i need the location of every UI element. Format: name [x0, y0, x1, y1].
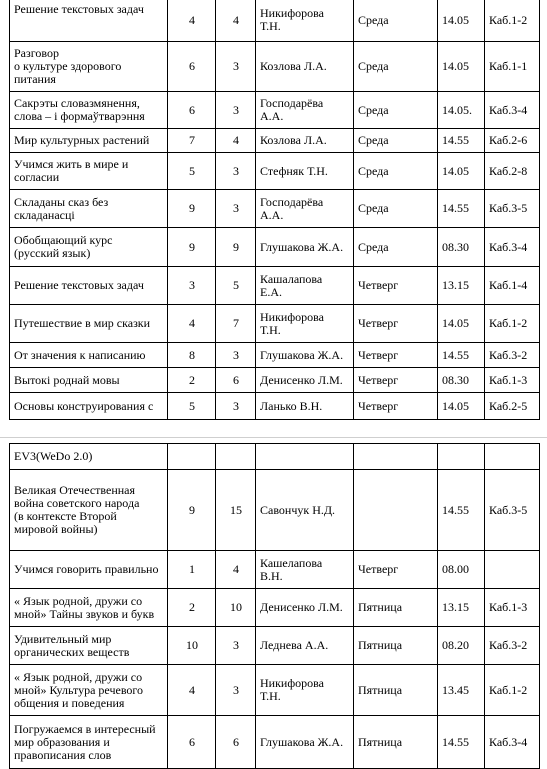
cell-hours: [216, 444, 256, 470]
table-row: [10, 42, 540, 92]
cell-time: [438, 444, 485, 470]
table-row: [10, 267, 540, 305]
cell-teacher: Кашалапова Е.А.: [256, 267, 354, 305]
cell-room: Каб.1-1: [485, 42, 540, 92]
cell-day: Четверг: [354, 267, 438, 305]
cell-day: Четверг: [354, 343, 438, 368]
cell-group: 9: [168, 470, 216, 551]
cell-time: 14.55: [438, 716, 485, 769]
cell-subject: « Язык родной, дружи со мной» Культура речевого общения и поведения: [10, 665, 168, 716]
cell-teacher: Леднева А.А.: [256, 627, 354, 665]
table-row: [10, 343, 540, 368]
cell-subject: Погружаемся в интересный мир образования и правописания слов: [10, 716, 168, 769]
table-row: [10, 153, 540, 190]
cell-subject: Учимся говорить правильно: [10, 551, 168, 589]
table-row: [10, 444, 540, 470]
table-row: [10, 368, 540, 393]
table-row: [10, 716, 540, 769]
cell-teacher: Савончук Н.Д.: [256, 470, 354, 551]
cell-teacher: Глушакова Ж.А.: [256, 716, 354, 769]
cell-hours: 3: [216, 665, 256, 716]
cell-teacher: Стефняк Т.Н.: [256, 153, 354, 190]
cell-teacher: Денисенко Л.М.: [256, 589, 354, 627]
cell-subject: « Язык родной, дружи со мной» Тайны звуков и букв: [10, 589, 168, 627]
cell-time: 14.05.: [438, 92, 485, 129]
cell-group: 4: [168, 0, 216, 42]
cell-hours: 10: [216, 589, 256, 627]
cell-hours: 3: [216, 153, 256, 190]
cell-hours: 4: [216, 551, 256, 589]
cell-time: 14.05: [438, 0, 485, 42]
cell-subject: Великая Отечественная война советского народа (в контексте Второй мировой войны): [10, 470, 168, 551]
cell-group: 9: [168, 190, 216, 228]
cell-day: [354, 470, 438, 551]
cell-room: Каб.3-5: [485, 470, 540, 551]
cell-teacher: Никифорова Т.Н.: [256, 665, 354, 716]
cell-room: Каб.2-8: [485, 153, 540, 190]
cell-day: [354, 444, 438, 470]
cell-hours: 3: [216, 42, 256, 92]
cell-day: Четверг: [354, 305, 438, 343]
cell-hours: 3: [216, 343, 256, 368]
cell-time: 08.00: [438, 551, 485, 589]
cell-group: 4: [168, 305, 216, 343]
cell-teacher: [256, 444, 354, 470]
table-row: [10, 92, 540, 129]
cell-time: 08.30: [438, 228, 485, 267]
cell-room: Каб.3-5: [485, 190, 540, 228]
table-row: [10, 190, 540, 228]
cell-room: Каб.1-3: [485, 368, 540, 393]
cell-time: 14.05: [438, 393, 485, 420]
cell-teacher: Козлова Л.А.: [256, 129, 354, 153]
cell-room: [485, 444, 540, 470]
cell-subject: Складаны сказ без складанасці: [10, 190, 168, 228]
table-row: [10, 470, 540, 551]
cell-group: 10: [168, 627, 216, 665]
cell-hours: 6: [216, 716, 256, 769]
cell-group: [168, 444, 216, 470]
cell-time: 14.55: [438, 470, 485, 551]
cell-group: 6: [168, 716, 216, 769]
cell-room: Каб.3-2: [485, 343, 540, 368]
cell-room: Каб.1-2: [485, 305, 540, 343]
cell-room: Каб.1-2: [485, 0, 540, 42]
cell-hours: 3: [216, 92, 256, 129]
table-row: [10, 589, 540, 627]
cell-group: 3: [168, 267, 216, 305]
cell-day: Среда: [354, 129, 438, 153]
table-row: [10, 305, 540, 343]
cell-time: 14.55: [438, 190, 485, 228]
cell-subject: От значения к написанию: [10, 343, 168, 368]
cell-room: Каб.3-4: [485, 228, 540, 267]
cell-day: Среда: [354, 228, 438, 267]
cell-group: 5: [168, 153, 216, 190]
cell-subject: Решение текстовых задач: [10, 0, 168, 42]
cell-time: 14.55: [438, 129, 485, 153]
cell-subject: Путешествие в мир сказки: [10, 305, 168, 343]
cell-teacher: Глушакова Ж.А.: [256, 228, 354, 267]
cell-subject: Вытокі роднай мовы: [10, 368, 168, 393]
cell-hours: 9: [216, 228, 256, 267]
cell-time: 14.55: [438, 343, 485, 368]
cell-teacher: Никифорова Т.Н.: [256, 0, 354, 42]
cell-time: 14.05: [438, 305, 485, 343]
table-row: [10, 551, 540, 589]
cell-group: 6: [168, 42, 216, 92]
cell-hours: 5: [216, 267, 256, 305]
cell-group: 7: [168, 129, 216, 153]
cell-subject: Сакрэты словазмянення, слова – і формаўтварэння: [10, 92, 168, 129]
cell-time: 14.05: [438, 153, 485, 190]
cell-group: 2: [168, 368, 216, 393]
cell-room: Каб.3-4: [485, 92, 540, 129]
cell-subject: Удивительный мир органических веществ: [10, 627, 168, 665]
cell-room: [485, 551, 540, 589]
table-row: [10, 665, 540, 716]
cell-teacher: Ланько В.Н.: [256, 393, 354, 420]
cell-day: Четверг: [354, 368, 438, 393]
schedule-table-bottom: [9, 443, 540, 769]
cell-group: 4: [168, 665, 216, 716]
cell-day: Пятница: [354, 716, 438, 769]
cell-day: Среда: [354, 42, 438, 92]
cell-day: Среда: [354, 190, 438, 228]
cell-subject: Обобщающий курс (русский язык): [10, 228, 168, 267]
cell-room: Каб.1-3: [485, 589, 540, 627]
table-row: [10, 228, 540, 267]
cell-group: 5: [168, 393, 216, 420]
cell-time: 14.05: [438, 42, 485, 92]
cell-day: Пятница: [354, 627, 438, 665]
cell-subject: Мир культурных растений: [10, 129, 168, 153]
cell-hours: 4: [216, 0, 256, 42]
cell-subject: Основы конструирования с: [10, 393, 168, 420]
cell-room: Каб.1-4: [485, 267, 540, 305]
cell-teacher: Господарёва А.А.: [256, 92, 354, 129]
cell-day: Пятница: [354, 665, 438, 716]
cell-teacher: Господарёва А.А.: [256, 190, 354, 228]
table-row: [10, 393, 540, 420]
cell-teacher: Козлова Л.А.: [256, 42, 354, 92]
cell-day: Четверг: [354, 393, 438, 420]
cell-subject: Учимся жить в мире и согласии: [10, 153, 168, 190]
cell-hours: 3: [216, 190, 256, 228]
table-row: [10, 129, 540, 153]
cell-time: 13.45: [438, 665, 485, 716]
cell-teacher: Денисенко Л.М.: [256, 368, 354, 393]
cell-hours: 4: [216, 129, 256, 153]
cell-day: Среда: [354, 0, 438, 42]
cell-room: Каб.2-6: [485, 129, 540, 153]
table-row: [10, 0, 540, 42]
cell-group: 1: [168, 551, 216, 589]
cell-group: 2: [168, 589, 216, 627]
cell-hours: 7: [216, 305, 256, 343]
table-row: [10, 627, 540, 665]
cell-hours: 3: [216, 393, 256, 420]
cell-time: 08.20: [438, 627, 485, 665]
cell-teacher: Никифорова Т.Н.: [256, 305, 354, 343]
cell-hours: 3: [216, 627, 256, 665]
cell-day: Среда: [354, 92, 438, 129]
cell-teacher: Кашелапова В.Н.: [256, 551, 354, 589]
cell-subject: Разговор о культуре здорового питания: [10, 42, 168, 92]
cell-subject: Решение текстовых задач: [10, 267, 168, 305]
cell-hours: 15: [216, 470, 256, 551]
cell-day: Пятница: [354, 589, 438, 627]
cell-group: 9: [168, 228, 216, 267]
cell-teacher: Глушакова Ж.А.: [256, 343, 354, 368]
cell-day: Среда: [354, 153, 438, 190]
cell-time: 13.15: [438, 267, 485, 305]
cell-hours: 6: [216, 368, 256, 393]
cell-group: 8: [168, 343, 216, 368]
cell-time: 13.15: [438, 589, 485, 627]
cell-room: Каб.3-2: [485, 627, 540, 665]
cell-subject: EV3(WeDo 2.0): [10, 444, 168, 470]
cell-day: Четверг: [354, 551, 438, 589]
cell-group: 6: [168, 92, 216, 129]
schedule-table-top: [9, 0, 540, 420]
cell-room: Каб.2-5: [485, 393, 540, 420]
cell-room: Каб.3-4: [485, 716, 540, 769]
cell-room: Каб.1-2: [485, 665, 540, 716]
cell-time: 08.30: [438, 368, 485, 393]
